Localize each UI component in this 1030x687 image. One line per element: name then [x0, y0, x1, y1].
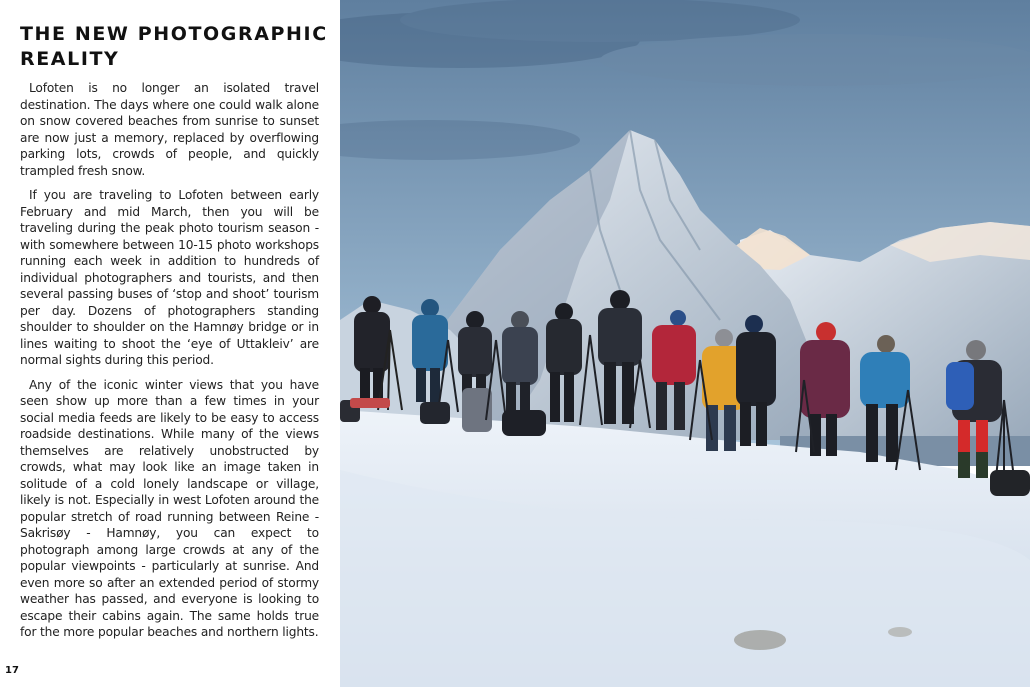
page-number: 17: [5, 665, 19, 676]
text-page: [0, 0, 340, 687]
paragraph-1: Lofoten is no longer an isolated travel destination. The days where one could walk alone on snow covered beaches from sunrise to sunset are now just a memory, replaced by overflowing parking lots, crowds of people, and quickly trampled fresh snow.: [20, 81, 319, 178]
photo-photographers-on-snowy-ridge: [340, 0, 1030, 687]
grass-tuft-small: [888, 627, 912, 637]
photo-illustration: [340, 0, 1030, 687]
article-body: [20, 80, 319, 649]
paragraph-2: If you are traveling to Lofoten between early February and mid March, then you will be traveling during the peak photo tourism season - with somewhere between 10-15 photo workshops running each week in addition to hundreds of individual photographers and tourists, and then several passing buses of ‘stop and shoot’ tourism per day. Dozens of photographers standing shoulder to shoulder on the Hamnøy bridge or in lines waiting to shoot the ‘eye of Uttakleiv’ are normal sights during this period.: [20, 188, 319, 367]
paragraph-3: Any of the iconic winter views that you have seen show up more than a few times in your social media feeds are likely to be easy to access roadside destinations. While many of the views themselves are relatively unobstructed by crowds, what may look like an image taken in solitude of a cold lonely landscape or village, likely is not. Especially in west Lofoten around the popular stretch of road running between Reine - Sakrisøy - Hamnøy, you can expect to photograph among large crowds at any of the popular viewpoints - particularly at sunrise. And even more so after an extended period of stormy weather has passed, and everyone is looking to escape their cabins again. The same holds true for the more popular beaches and northern lights.: [20, 377, 319, 639]
grass-tuft: [734, 630, 786, 650]
article-title: THE NEW PHOTOGRAPHIC REALITY: [20, 23, 328, 70]
